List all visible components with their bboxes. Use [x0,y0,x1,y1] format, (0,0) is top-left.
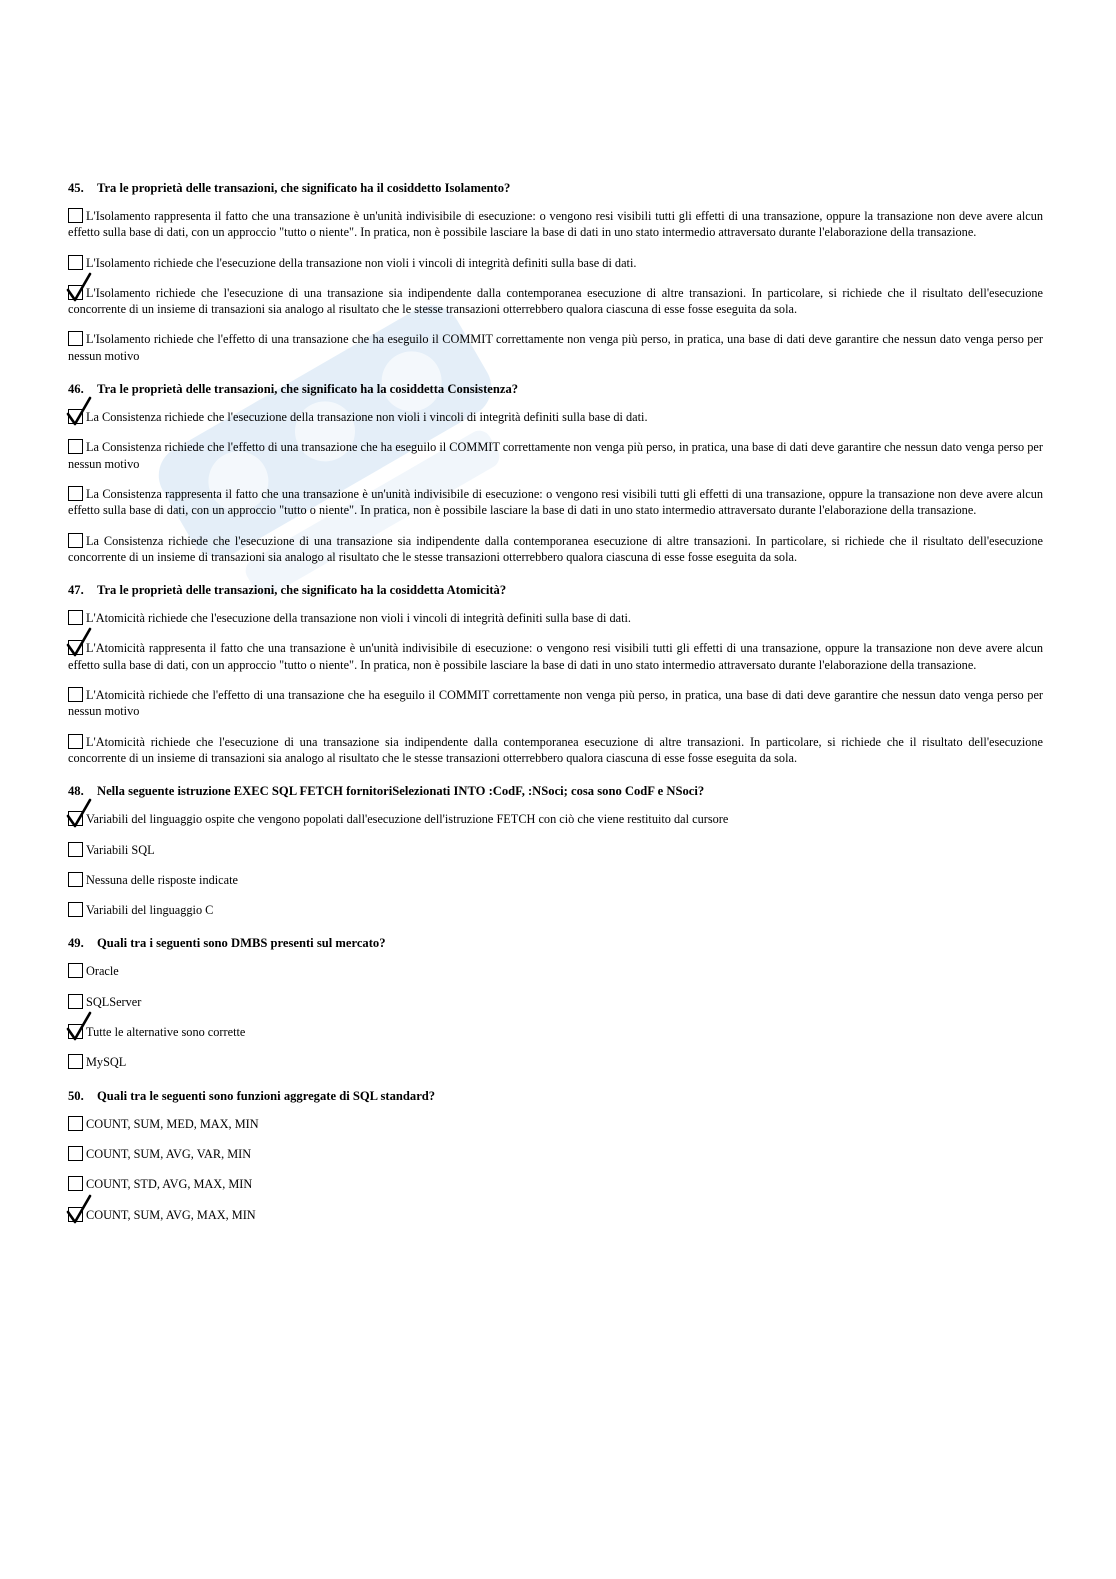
answer-text: L'Atomicità rappresenta il fatto che una transazione è un'unità indivisibile di esecuzione: o vengono resi visibili tutti gli effetti di una transazione, oppure la transazione non deve avere alcun effetto sulla base di dati, con un approccio "tutto o niente". In pratica, non è possibile lasciare la base di dati in uno stato intermedio attraversato durante l'elaborazione della transazione. [68,641,1043,672]
answer-text: L'Isolamento richiede che l'esecuzione di una transazione sia indipendente dalla contemporanea esecuzione di altre transazioni. In particolare, si richiede che il risultato dell'esecuzione concorrente di un insieme di transazioni sia analogo al risultato che le stesse transazioni otterrebbero qualora ciascuna di esse fosse eseguita da sola. [68,285,1043,317]
checkbox[interactable] [68,331,83,346]
checkbox[interactable] [68,902,83,917]
checkbox[interactable] [68,610,83,625]
answer-text: COUNT, SUM, MED, MAX, MIN [86,1116,259,1131]
question-title [68,935,1043,951]
question-text: Tra le proprietà delle transazioni, che significato ha il cosiddetto Isolamento? [97,181,511,195]
checkbox-checked[interactable] [68,285,83,300]
answer-text: Variabili del linguaggio C [86,903,214,918]
question-45 [68,180,1043,364]
checkbox[interactable] [68,734,83,749]
answer-option [68,872,1043,888]
answer-option [68,409,1043,425]
answer-option [68,1054,1043,1070]
question-title [68,783,1043,799]
answer-option [68,1024,1043,1040]
answer-option [68,610,1043,626]
answer-option [68,963,1043,979]
question-title [68,582,1043,598]
question-text: Tra le proprietà delle transazioni, che significato ha la cosiddetta Consistenza? [97,382,519,397]
answer-text: SQLServer [86,994,142,1009]
answer-option [68,1146,1043,1162]
checkbox[interactable] [68,208,83,223]
answer-option [68,1207,1043,1223]
answer-text: La Consistenza richiede che l'esecuzione della transazione non violi i vincoli di integrità definiti sulla base di dati. [86,410,648,425]
question-number: 46. [68,382,84,397]
checkbox[interactable] [68,533,83,548]
answer-option [68,811,1043,827]
question-text: Quali tra le seguenti sono funzioni aggregate di SQL standard? [97,1088,436,1103]
question-text: Tra le proprietà delle transazioni, che significato ha la cosiddetta Atomicità? [97,583,507,598]
quiz-content [68,180,1043,1240]
answer-option [68,208,1043,241]
question-46 [68,381,1043,565]
answer-text: COUNT, STD, AVG, MAX, MIN [86,1177,253,1192]
answer-text: Nessuna delle risposte indicate [86,872,238,887]
answer-text: Oracle [86,964,119,979]
question-number: 47. [68,583,84,598]
answer-text: L'Isolamento richiede che l'effetto di una transazione che ha eseguilo il COMMIT correttamente non venga più perso, in pratica, una base di dati deve garantire che nessun dato venga perso per nessun motivo [68,332,1043,363]
answer-text: COUNT, SUM, AVG, VAR, MIN [86,1146,252,1161]
question-title [68,381,1043,397]
checkbox[interactable] [68,963,83,978]
answer-option [68,1116,1043,1132]
checkbox[interactable] [68,439,83,454]
answer-text: La Consistenza richiede che l'effetto di una transazione che ha eseguilo il COMMIT correttamente non venga più perso, in pratica, una base di dati deve garantire che nessun dato venga perso per nessun motivo [68,440,1043,471]
answer-text: MySQL [86,1055,127,1070]
checkbox[interactable] [68,872,83,887]
checkbox[interactable] [68,1176,83,1191]
question-text: Nella seguente istruzione EXEC SQL FETCH fornitoriSelezionati INTO :CodF, :NSoci; cosa sono CodF e NSoci? [97,784,705,799]
checkbox[interactable] [68,486,83,501]
answer-option [68,994,1043,1010]
question-48 [68,783,1043,918]
answer-option [68,439,1043,472]
answer-option [68,486,1043,519]
answer-text: L'Atomicità richiede che l'esecuzione di una transazione sia indipendente dalla contemporanea esecuzione di altre transazioni. In particolare, si richiede che il risultato dell'esecuzione concorrente di un insieme di transazioni sia analogo al risultato che le stesse transazioni otterrebbero qualora ciascuna di esse fosse eseguita da sola. [68,734,1043,765]
question-text: Quali tra i seguenti sono DMBS presenti sul mercato? [97,936,386,951]
checkbox[interactable] [68,994,83,1009]
answer-text: La Consistenza rappresenta il fatto che una transazione è un'unità indivisibile di esecuzione: o vengono resi visibili tutti gli effetti di una transazione, oppure la transazione non deve avere alcun effetto sulla base di dati, con un approccio "tutto o niente". In pratica, non è possibile lasciare la base di dati in uno stato intermedio attraversato durante l'elaborazione della transazione. [68,486,1043,518]
question-number: 48. [68,784,84,799]
answer-option [68,1176,1043,1192]
answer-option [68,734,1043,767]
checkbox[interactable] [68,687,83,702]
answer-option [68,842,1043,858]
answer-text: Tutte le alternative sono corrette [86,1025,246,1040]
checkbox-checked[interactable] [68,409,83,424]
checkbox-checked[interactable] [68,1024,83,1039]
question-number: 50. [68,1088,84,1103]
answer-text: La Consistenza richiede che l'esecuzione di una transazione sia indipendente dalla contemporanea esecuzione di altre transazioni. In particolare, si richiede che il risultato dell'esecuzione concorrente di un insieme di transazioni sia analogo al risultato che le stesse transazioni otterrebbero qualora ciascuna di esse fosse eseguita da sola. [68,533,1043,564]
question-number: 49. [68,936,84,951]
question-title [68,180,1043,196]
answer-option [68,640,1043,673]
answer-option [68,533,1043,566]
checkbox[interactable] [68,1116,83,1131]
question-49 [68,935,1043,1070]
checkbox[interactable] [68,255,83,270]
checkbox[interactable] [68,842,83,857]
answer-text: L'Isolamento richiede che l'esecuzione della transazione non violi i vincoli di integrità definiti sulla base di dati. [86,255,637,270]
answer-text: L'Atomicità richiede che l'effetto di una transazione che ha eseguilo il COMMIT correttamente non venga più perso, in pratica, una base di dati deve garantire che nessun dato venga perso per nessun motivo [68,688,1043,719]
answer-option [68,331,1043,364]
answer-option [68,255,1043,271]
checkbox-checked[interactable] [68,640,83,655]
answer-text: Variabili del linguaggio ospite che vengono popolati dall'esecuzione dell'istruzione FETCH con ciò che viene restituito dal cursore [86,812,729,827]
checkbox-checked[interactable] [68,811,83,826]
answer-option [68,902,1043,918]
question-50 [68,1088,1043,1223]
answer-text: L'Atomicità richiede che l'esecuzione della transazione non violi i vincoli di integrità definiti sulla base di dati. [86,611,631,626]
answer-option [68,285,1043,318]
answer-text: COUNT, SUM, AVG, MAX, MIN [86,1207,256,1222]
checkbox[interactable] [68,1054,83,1069]
checkbox[interactable] [68,1146,83,1161]
question-title [68,1088,1043,1104]
question-number: 45. [68,181,84,195]
question-47 [68,582,1043,766]
answer-text: Variabili SQL [86,842,155,857]
checkbox-checked[interactable] [68,1207,83,1222]
answer-text: L'Isolamento rappresenta il fatto che una transazione è un'unità indivisibile di esecuzione: o vengono resi visibili tutti gli effetti di una transazione, oppure la transazione non deve avere alcun effetto sulla base di dati, con un approccio "tutto o niente". In pratica, non è possibile lasciare la base di dati in uno stato intermedio attraversato durante l'elaborazione della transazione. [68,209,1043,240]
answer-option [68,687,1043,720]
